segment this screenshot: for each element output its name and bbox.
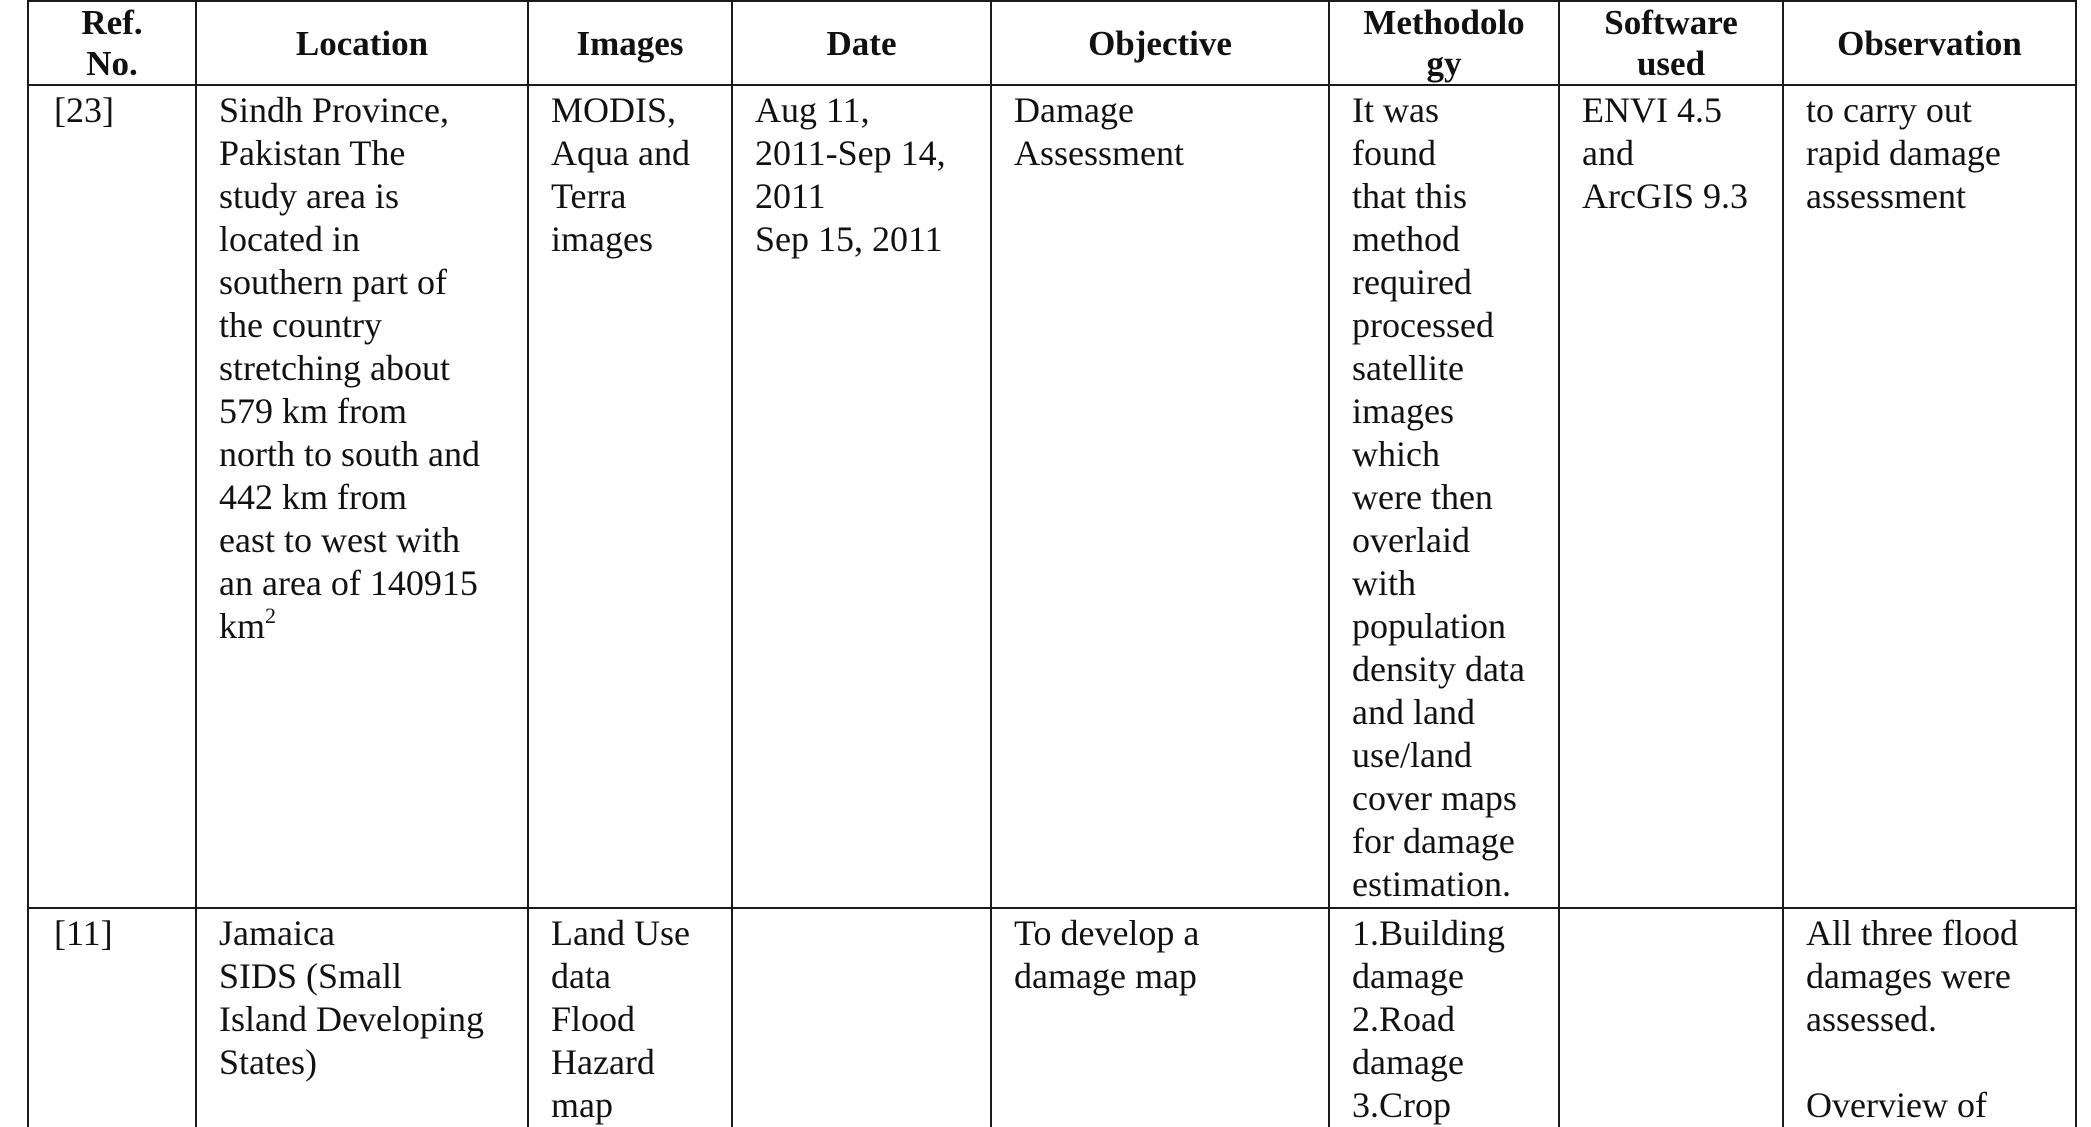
cell-objective: Damage Assessment <box>991 85 1329 908</box>
table-row <box>28 908 2076 1127</box>
superscript: 2 <box>265 603 277 628</box>
cell-ref-no: [11] <box>28 908 196 1127</box>
table-row <box>28 85 2076 908</box>
cell-methodology: 1.Building damage 2.Road damage 3.Crop <box>1329 908 1559 1127</box>
location-text: Sindh Province, Pakistan The study area is located in southern part of the country stretching about 579 km from north to south and 442 km from east to west with an area of 140915 km <box>219 90 480 646</box>
cell-images: Land Use data Flood Hazard map <box>528 908 732 1127</box>
header-observation: Observation <box>1783 1 2076 85</box>
literature-review-table <box>27 0 2077 1127</box>
header-date: Date <box>732 1 991 85</box>
cell-ref-no: [23] <box>28 85 196 908</box>
cell-software-used <box>1559 908 1783 1127</box>
cell-location <box>196 85 528 908</box>
cell-observation: to carry out rapid damage assessment <box>1783 85 2076 908</box>
header-location: Location <box>196 1 528 85</box>
cell-date <box>732 908 991 1127</box>
cell-location: Jamaica SIDS (Small Island Developing States) <box>196 908 528 1127</box>
cell-methodology: It was found that this method required processed satellite images which were then overlaid with population density data and land use/land cover maps for damage estimation. <box>1329 85 1559 908</box>
table-header-row <box>28 1 2076 85</box>
header-images: Images <box>528 1 732 85</box>
header-methodology: Methodolo gy <box>1329 1 1559 85</box>
header-ref-no: Ref. No. <box>28 1 196 85</box>
header-software-used: Software used <box>1559 1 1783 85</box>
cell-objective: To develop a damage map <box>991 908 1329 1127</box>
cell-observation: All three flood damages were assessed. Overview of <box>1783 908 2076 1127</box>
header-objective: Objective <box>991 1 1329 85</box>
cell-images: MODIS, Aqua and Terra images <box>528 85 732 908</box>
cell-software-used: ENVI 4.5 and ArcGIS 9.3 <box>1559 85 1783 908</box>
cell-date: Aug 11, 2011-Sep 14, 2011 Sep 15, 2011 <box>732 85 991 908</box>
